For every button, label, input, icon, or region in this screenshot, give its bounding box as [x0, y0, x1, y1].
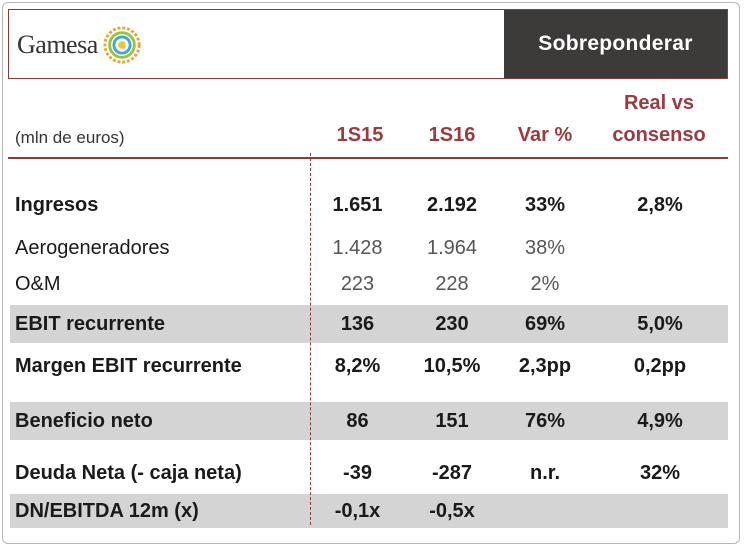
row-label: Beneficio neto — [15, 409, 153, 432]
cell-var: 2,3pp — [518, 354, 572, 377]
cell-1s15: 86 — [346, 409, 369, 432]
company-logo — [17, 26, 141, 64]
row-label: Deuda Neta (- caja neta) — [15, 461, 242, 484]
cell-1s16: 228 — [435, 272, 469, 295]
cell-1s15: -0,1x — [334, 499, 381, 522]
table-row — [10, 232, 728, 264]
column-divider — [310, 153, 311, 525]
row-label: DN/EBITDA 12m (x) — [15, 499, 199, 522]
cell-real-vs-consenso — [610, 494, 710, 528]
row-label: O&M — [15, 272, 61, 295]
cell-1s16: 1.964 — [426, 236, 478, 259]
cell-1s16: 151 — [435, 409, 469, 432]
cell-1s15: 136 — [340, 312, 375, 335]
cell-real-vs-consenso — [610, 232, 710, 264]
row-label: Aerogeneradores — [15, 236, 170, 259]
cell-1s15: 223 — [340, 272, 375, 295]
cell-1s16: 2.192 — [426, 193, 478, 216]
col-header-real-line2: consenso — [612, 124, 706, 146]
cell-1s15: 1.651 — [332, 193, 383, 216]
cell-var: 76% — [524, 409, 566, 432]
sun-logo-icon — [103, 26, 141, 64]
cell-1s15: -39 — [343, 461, 372, 484]
cell-real-vs-consenso: 2,8% — [637, 193, 683, 216]
cell-var: 38% — [524, 236, 566, 259]
table-row — [10, 347, 728, 385]
cell-real-vs-consenso — [610, 268, 710, 300]
cell-1s16: -0,5x — [429, 499, 475, 522]
col-header-1s15: 1S15 — [336, 124, 384, 146]
cell-1s16: 230 — [435, 312, 469, 335]
header-divider — [8, 157, 728, 159]
cell-1s16: 10,5% — [423, 354, 481, 377]
row-label: Ingresos — [15, 193, 99, 216]
cell-var: 69% — [524, 312, 566, 335]
table-row — [10, 187, 728, 223]
col-header-var: Var % — [517, 124, 573, 146]
cell-real-vs-consenso: 5,0% — [637, 312, 683, 335]
table-row — [10, 402, 728, 440]
cell-real-vs-consenso: 4,9% — [637, 409, 683, 432]
cell-1s16: -287 — [431, 461, 473, 484]
table-row — [10, 268, 728, 300]
table-row — [10, 305, 728, 343]
logo-text: Gamesa — [17, 30, 98, 59]
row-label: Margen EBIT recurrente — [15, 354, 242, 377]
col-header-1s16: 1S16 — [428, 124, 476, 146]
units-label: (mln de euros) — [15, 128, 125, 147]
cell-var: 33% — [524, 193, 566, 216]
table-row — [10, 494, 728, 528]
cell-1s15: 8,2% — [334, 354, 381, 377]
cell-real-vs-consenso: 32% — [639, 461, 681, 484]
cell-real-vs-consenso: 0,2pp — [633, 354, 687, 377]
cell-var: 2% — [530, 272, 560, 295]
col-header-real-line1: Real vs — [623, 92, 695, 114]
cell-var — [505, 494, 585, 528]
rating-badge: Sobreponderar — [504, 10, 727, 78]
table-row — [10, 454, 728, 492]
cell-1s15: 1.428 — [332, 236, 383, 259]
header-bar — [8, 9, 728, 79]
row-label: EBIT recurrente — [15, 312, 166, 335]
cell-var: n.r. — [529, 461, 560, 484]
